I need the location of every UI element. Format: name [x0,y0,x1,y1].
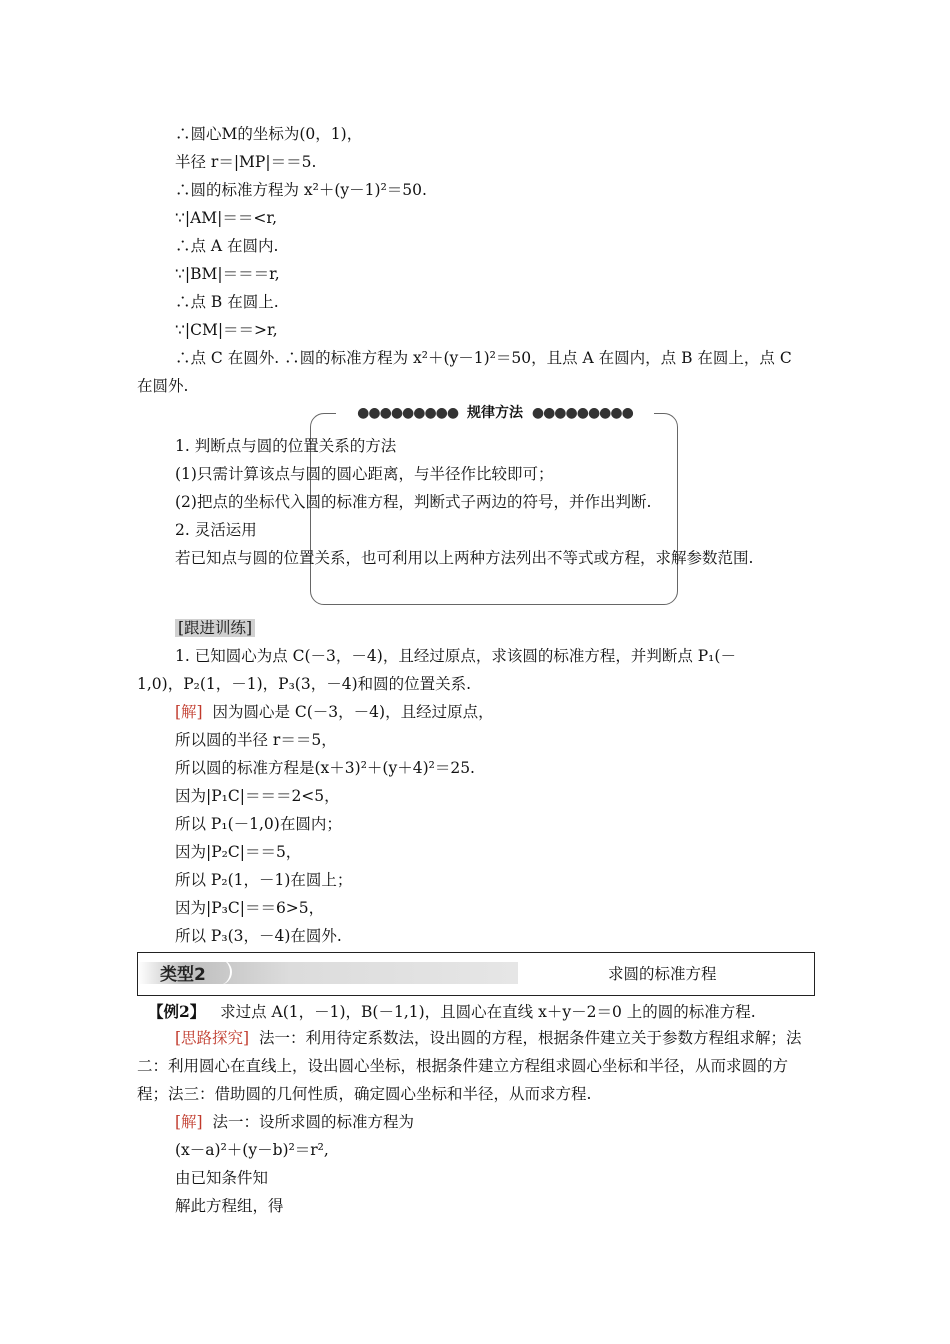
method-box-title: ●●●●●●●●● 规律方法 ●●●●●●●●● [336,402,654,422]
solution-line: 所以 P₁(－1,0)在圆内； [175,815,342,833]
example-idea: [思路探究] 法一：利用待定系数法，设出圆的方程，根据条件建立关于参数方程组求解；法二：利用圆心在直线上，设出圆心坐标，根据条件建立方程组求圆心坐标和半径，从而求圆的方程；法三：借助圆的几何性质，确定圆心坐标和半径，从而求方程. [137,1029,802,1103]
training-solution-first: [解] 因为圆心是 C(－3，－4)，且经过原点， [175,703,494,721]
solution-line: 所以圆的半径 r＝＝5， [175,731,337,749]
text-line: 半径 r＝|MP|＝＝5. [175,153,317,171]
method-line: 2. 灵活运用 [175,521,257,539]
solution-line: 由已知条件知 [175,1169,269,1187]
text-line: ∴圆心M的坐标为(0，1)， [175,125,363,143]
text-line: ∴点 A 在圆内. [175,237,279,255]
type-title: 求圆的标准方程 [608,965,717,983]
training-question: 1,0)，P₂(1，－1)，P₃(3，－4)和圆的位置关系. [137,675,472,693]
solution-line: 因为|P₃C|＝＝6>5， [175,899,325,917]
text-line: ∴点 B 在圆上. [175,293,279,311]
type-header [137,952,815,996]
solution-line: 所以 P₂(1，－1)在圆上； [175,871,353,889]
method-line: 若已知点与圆的位置关系，也可利用以上两种方法列出不等式或方程，求解参数范围. [175,549,754,567]
type-label: 类型2 [160,965,206,985]
text-line: ∵|AM|＝＝<r, [175,209,277,227]
example-statement: 【例2】 求过点 A(1，－1)，B(－1,1)，且圆心在直线 x＋y－2＝0 上的圆的标准方程. [148,1002,756,1021]
text-line: 在圆外. [137,377,189,395]
method-line: 1. 判断点与圆的位置关系的方法 [175,437,397,455]
solution-line: 解此方程组，得 [175,1197,284,1215]
solution-line: 所以圆的标准方程是(x＋3)²＋(y＋4)²＝25. [175,759,475,777]
solution-line: (x－a)²＋(y－b)²＝r², [175,1141,329,1159]
type-label-band [138,962,518,984]
example-solution-first: [解] 法一：设所求圆的标准方程为 [175,1113,414,1131]
text-line: ∴圆的标准方程为 x²＋(y－1)²＝50. [175,181,427,199]
text-line: ∵|CM|＝＝>r, [175,321,278,339]
training-question: 1. 已知圆心为点 C(－3，－4)，且经过原点，求该圆的标准方程，并判断点 P₁(－ [175,647,736,665]
method-line: (2)把点的坐标代入圆的标准方程，判断式子两边的符号，并作出判断. [175,493,652,511]
solution-line: 因为|P₂C|＝＝5， [175,843,302,861]
training-heading: [跟进训练] [175,618,255,638]
solution-line: 因为|P₁C|＝＝＝2<5， [175,787,340,805]
text-line: ∴点 C 在圆外. ∴圆的标准方程为 x²＋(y－1)²＝50，且点 A 在圆内，点 B 在圆上，点 C [175,349,792,367]
method-line: (1)只需计算该点与圆的圆心距离，与半径作比较即可； [175,465,554,483]
solution-line: 所以 P₃(3，－4)在圆外. [175,927,342,945]
text-line: ∵|BM|＝＝＝r, [175,265,280,283]
